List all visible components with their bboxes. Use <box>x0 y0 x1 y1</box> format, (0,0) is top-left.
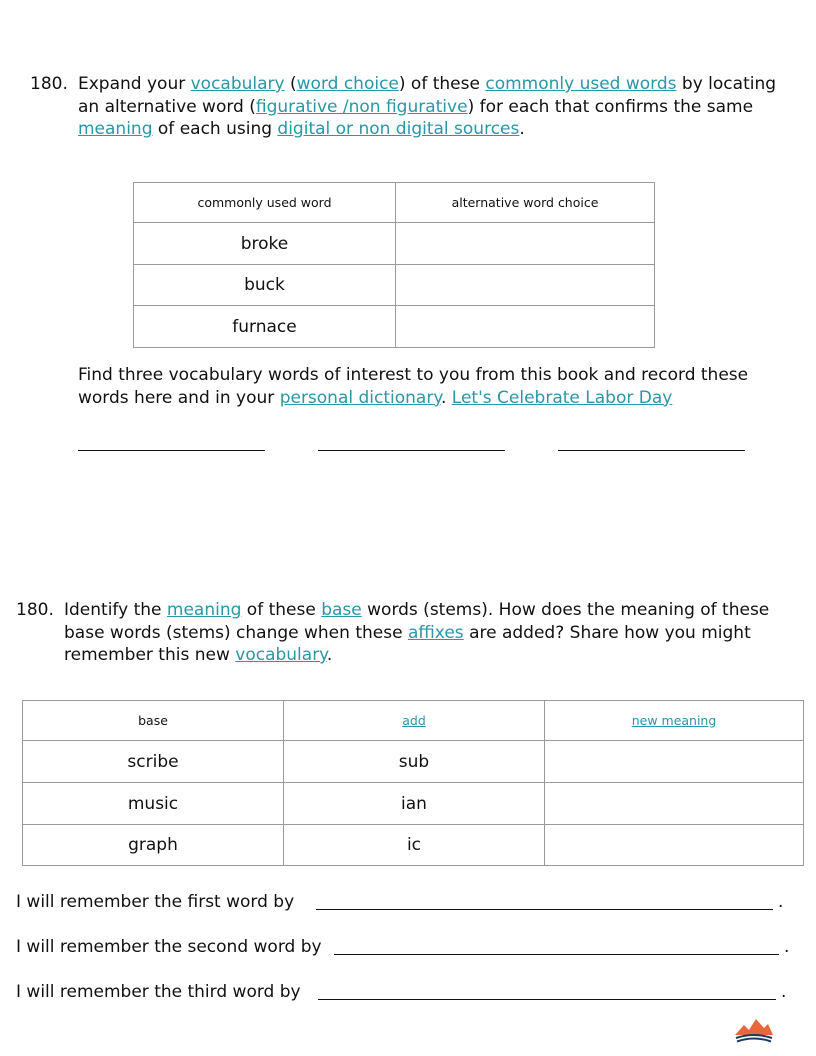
remember-blank-3[interactable] <box>318 999 776 1000</box>
answer-cell[interactable] <box>396 223 655 265</box>
header-base: base <box>23 701 284 741</box>
text: of each using <box>152 119 278 139</box>
text: of these <box>241 600 322 620</box>
link-personal-dictionary[interactable]: personal dictionary <box>279 387 441 408</box>
question-number-2: 180. <box>16 600 54 620</box>
text: Expand your <box>78 74 191 94</box>
text: are added? Share how you might remember this new <box>64 622 751 665</box>
text: by locating an alternative word ( <box>78 74 777 117</box>
remember-label: I will remember the second word by <box>16 937 322 957</box>
book-mountain-logo-icon <box>733 1015 775 1045</box>
question-number-1: 180. <box>30 74 68 94</box>
remember-line-3 <box>16 981 301 1003</box>
instruction-paragraph-1 <box>78 73 788 141</box>
text: ) for each that confirms the same <box>467 96 754 117</box>
base-cell: graph <box>23 825 284 866</box>
header-add[interactable] <box>284 701 545 741</box>
answer-cell[interactable] <box>545 825 804 866</box>
instruction-paragraph-2 <box>64 599 794 667</box>
header-commonly-used-word: commonly used word <box>134 183 396 223</box>
text: . <box>440 387 452 408</box>
link-affixes[interactable]: affixes <box>407 622 464 643</box>
text: words (stems). How does the meaning of these base words (stems) change when these <box>64 600 770 643</box>
remember-line-1 <box>16 891 294 913</box>
header-new-meaning[interactable] <box>545 701 804 741</box>
affix-table <box>22 700 804 866</box>
period: . <box>781 982 787 1002</box>
answer-cell[interactable] <box>396 265 655 306</box>
link-commonly-used-words[interactable]: commonly used words <box>485 74 677 94</box>
answer-cell[interactable] <box>545 741 804 783</box>
affix-cell: sub <box>284 741 545 783</box>
header-new-meaning-link[interactable]: new meaning <box>631 713 717 728</box>
remember-label: I will remember the third word by <box>16 982 301 1002</box>
link-base[interactable]: base <box>321 600 362 620</box>
header-alternative-word-choice: alternative word choice <box>396 183 655 223</box>
period: . <box>784 937 790 957</box>
remember-blank-2[interactable] <box>334 954 779 955</box>
header-add-link[interactable]: add <box>402 713 426 728</box>
base-cell: scribe <box>23 741 284 783</box>
link-vocabulary[interactable]: vocabulary <box>190 74 285 94</box>
link-word-choice[interactable]: word choice <box>296 74 399 94</box>
word-choice-table <box>133 182 655 348</box>
remember-label: I will remember the first word by <box>16 892 295 912</box>
vocab-blank-3[interactable] <box>558 450 745 451</box>
word-cell: buck <box>134 265 396 306</box>
text: Find three vocabulary words of interest to you from this book and record these words here and in your <box>78 365 749 408</box>
base-cell: music <box>23 783 284 825</box>
text: ( <box>284 74 297 94</box>
word-cell: furnace <box>134 306 396 348</box>
period: . <box>778 892 784 912</box>
word-cell: broke <box>134 223 396 265</box>
remember-blank-1[interactable] <box>316 909 773 910</box>
answer-cell[interactable] <box>396 306 655 348</box>
text: ) of these <box>398 74 486 94</box>
remember-line-2 <box>16 936 322 958</box>
vocab-blank-2[interactable] <box>318 450 505 451</box>
link-meaning[interactable]: meaning <box>78 119 153 139</box>
affix-cell: ic <box>284 825 545 866</box>
link-figurative[interactable]: figurative /non figurative <box>255 96 468 117</box>
affix-cell: ian <box>284 783 545 825</box>
answer-cell[interactable] <box>545 783 804 825</box>
text: . <box>519 119 525 139</box>
link-book-title[interactable]: Let's Celebrate Labor Day <box>451 387 673 408</box>
vocab-blank-1[interactable] <box>78 450 265 451</box>
link-meaning[interactable]: meaning <box>166 600 242 620</box>
link-vocabulary[interactable]: vocabulary <box>235 645 327 665</box>
link-digital-sources[interactable]: digital or non digital sources <box>277 119 520 139</box>
text: . <box>326 645 333 665</box>
text: Identify the <box>64 600 167 620</box>
find-words-paragraph <box>78 364 788 409</box>
